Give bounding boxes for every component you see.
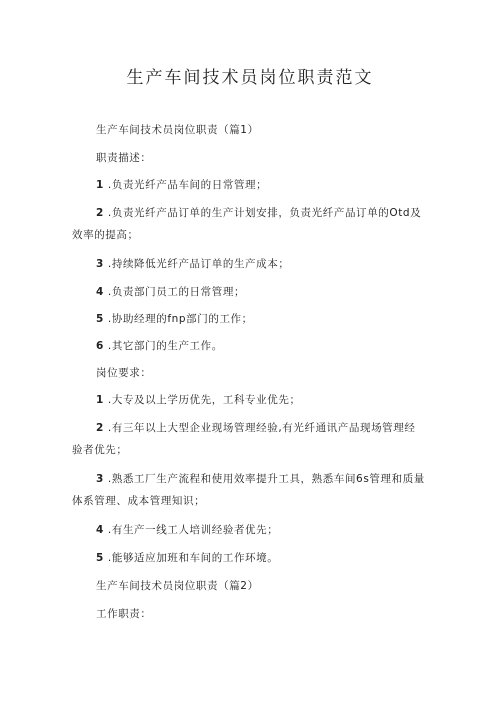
- duty-text: .持续降低光纤产品订单的生产成本；: [107, 258, 290, 270]
- duty-text: .负责部门员工的日常管理；: [107, 286, 246, 298]
- requirement-number: 3: [96, 473, 104, 485]
- duty-number: 3: [96, 258, 104, 270]
- requirement-number: 4: [96, 524, 104, 536]
- duty-item-3: [96, 256, 289, 271]
- requirement-text: .熟悉工厂生产流程和使用效率提升工具，熟悉车间6s管理和质量: [107, 473, 425, 485]
- duty-number: 1: [96, 179, 104, 191]
- duty-text: .负责光纤产品订单的生产计划安排，负责光纤产品订单的Otd及: [107, 207, 422, 219]
- duty-text: .协助经理的fnp部门的工作；: [107, 313, 253, 325]
- requirement-text: .有三年以上大型企业现场管理经验,有光纤通讯产品现场管理经: [107, 422, 416, 434]
- duty-number: 6: [96, 340, 104, 352]
- requirement-number: 1: [96, 394, 104, 406]
- requirement-item-5: [96, 550, 278, 565]
- section1-heading: 生产车间技术员岗位职责（篇1）: [96, 124, 259, 136]
- duty-item-6: [96, 338, 223, 353]
- section2-heading: 生产车间技术员岗位职责（篇2）: [96, 580, 259, 592]
- requirement-text: .有生产一线工人培训经验者优先；: [107, 524, 279, 536]
- document-title: 生产车间技术员岗位职责范文: [126, 68, 374, 88]
- requirements-label: 岗位要求：: [96, 367, 152, 379]
- duties-label: 职责描述：: [96, 152, 152, 164]
- requirement-item-2-continuation: 验者优先；: [72, 444, 128, 456]
- requirement-text: .能够适应加班和车间的工作环境。: [107, 552, 279, 564]
- duty-item-5: [96, 311, 253, 326]
- duty-item-4: [96, 284, 245, 299]
- duty-number: 4: [96, 286, 104, 298]
- duty-number: 2: [96, 207, 104, 219]
- requirement-item-3-continuation: 体系管理、成本管理知识；: [72, 495, 206, 507]
- requirement-item-2: [96, 420, 415, 435]
- requirement-item-1: [96, 392, 301, 407]
- duty-item-1: [96, 177, 267, 192]
- duty-number: 5: [96, 313, 104, 325]
- duty-item-2: [96, 205, 421, 220]
- requirement-item-4: [96, 522, 278, 537]
- duty-item-2-continuation: 效率的提高；: [72, 229, 139, 241]
- requirement-item-3: [96, 471, 425, 486]
- requirement-number: 2: [96, 422, 104, 434]
- work-duties-label: 工作职责：: [96, 608, 152, 620]
- requirement-number: 5: [96, 552, 104, 564]
- requirement-text: .大专及以上学历优先，工科专业优先；: [107, 394, 301, 406]
- duty-text: .负责光纤产品车间的日常管理；: [107, 179, 268, 191]
- duty-text: .其它部门的生产工作。: [107, 340, 223, 352]
